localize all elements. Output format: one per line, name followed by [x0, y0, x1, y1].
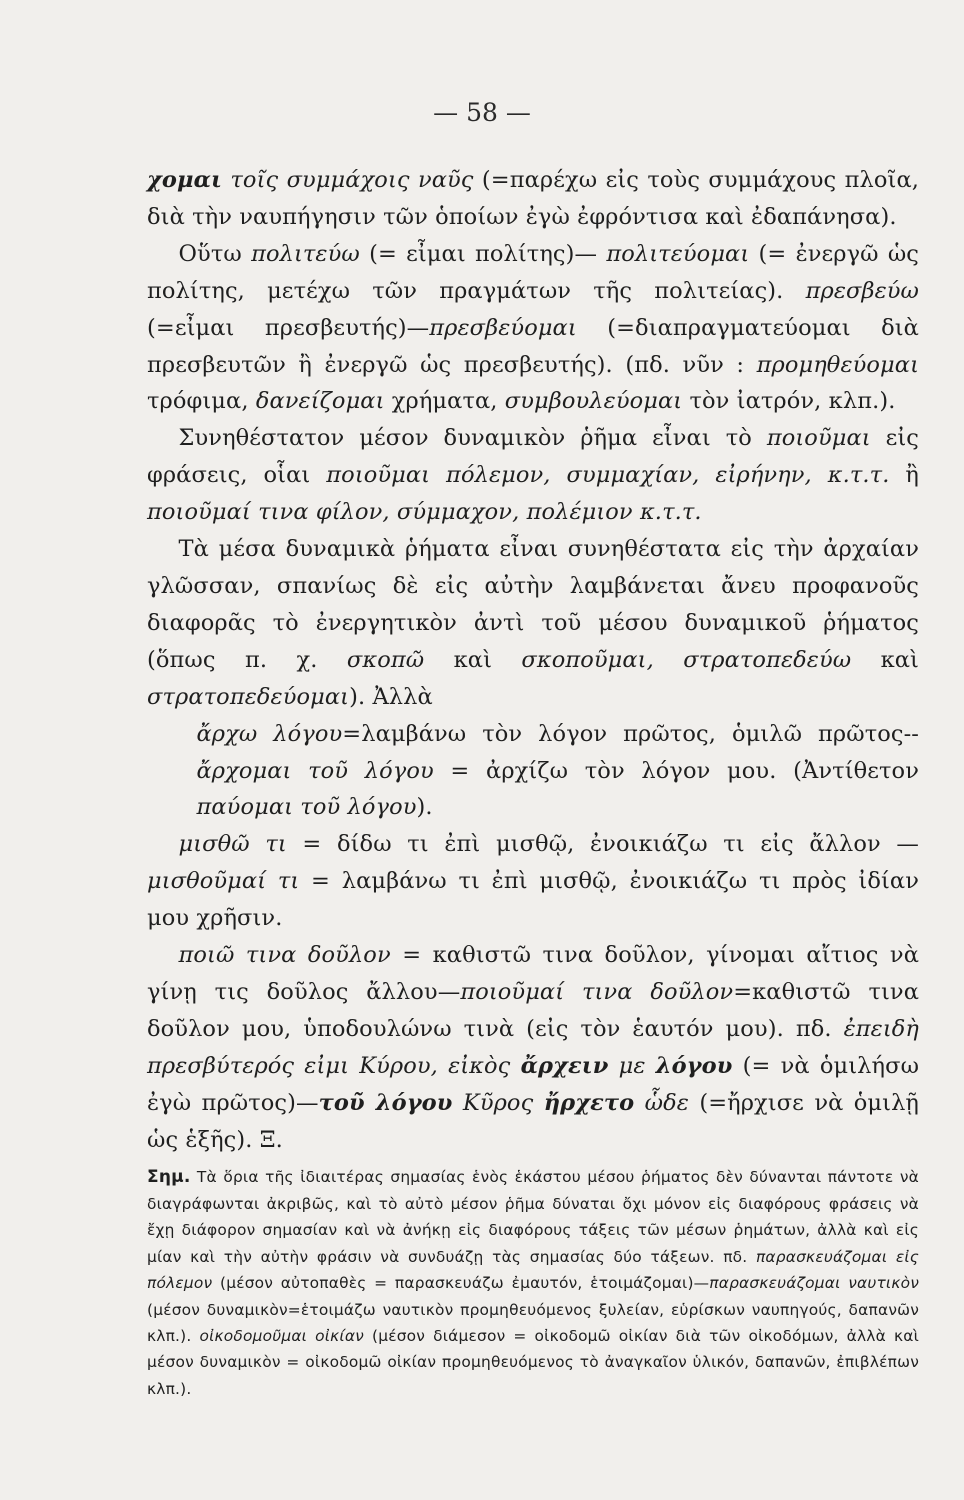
text-run — [533, 1090, 543, 1116]
text-run: Συνηθέστατον μέσον δυναμικὸν ῥῆμα εἶναι τὸ — [178, 425, 767, 452]
text-run: (=εἶμαι πρεσβευτής)— — [147, 314, 430, 341]
text-run: ποιοῦμαί τινα δοῦλον — [460, 978, 734, 1005]
text-run: Τὰ μέσα δυναμικὰ ῥήματα εἶναι συνηθέστατα εἰς τὴν ἀρχαίαν γλῶσσαν, σπανίως δὲ εἰς αὐτὴν λαμβάνεται ἄνευ προφανοῦς διαφορᾶς τὸ ἐνεργητικὸν ἀντὶ τοῦ μέσου δυναμικοῦ ῥήματος (ὅπως π. χ. — [147, 536, 919, 673]
text-run: = καθιστῶ τινα δοῦλον, γίνομαι αἴτιος νὰ γίνῃ τις δοῦλος ἄλλου— — [147, 942, 919, 1005]
text-run: συμβουλεύομαι — [504, 388, 683, 415]
text-run: ποιοῦμαί τινα φίλον, σύμμαχον, πολέμιον κ.τ.τ. — [147, 499, 702, 526]
text-run: παρασκευάζομαι ναυτικὸν — [709, 1274, 919, 1293]
text-run: ἄρχειν — [520, 1052, 609, 1079]
text-run: καὶ — [851, 646, 919, 673]
text-run: καὶ — [424, 646, 522, 673]
page-body — [147, 162, 919, 1402]
text-run: παύομαι τοῦ λόγου — [196, 794, 417, 821]
text-run: τοῖς συμμάχοις ναῦς — [221, 167, 474, 193]
text-run: = λαμβάνω τι ἐπὶ μισθῷ, ἐνοικιάζω τι πρὸς ἰδίαν μου χρῆσιν. — [147, 868, 919, 932]
text-run: ποιοῦμαι πόλεμον, συμμαχίαν, εἰρήνην, κ.τ.τ. — [326, 462, 890, 489]
text-run: ἄρχομαι τοῦ λόγου — [196, 757, 434, 784]
paragraph-1 — [147, 162, 919, 236]
footnote-body — [147, 1168, 919, 1397]
text-run: πρεσβεύομαι — [429, 314, 577, 341]
text-run: με — [608, 1052, 656, 1079]
text-run: (=ἤρχισε νὰ ὁμιλῇ ὡς ἑξῆς). Ξ. — [147, 1089, 920, 1153]
text-run: =λαμβάνω τὸν λόγον πρῶτος, ὁμιλῶ πρῶτος-- — [342, 720, 919, 747]
text-run: πολιτεύομαι — [606, 240, 750, 267]
text-run: λόγου — [655, 1052, 733, 1079]
text-run: παρασκευάζομαι εἰς πόλεμον — [147, 1247, 919, 1293]
text-run: τοῦ λόγου — [318, 1089, 453, 1116]
text-run: =καθιστῶ τινα δοῦλον μου, ὑποδουλώνω τινὰ (εἰς τὸν ἑαυτόν μου). πδ. — [147, 978, 919, 1042]
paragraph-3 — [147, 420, 919, 531]
text-run: (= νὰ ὁμιλήσω ἐγὼ πρῶτος)— — [147, 1052, 920, 1116]
paragraph-5 — [147, 716, 919, 827]
text-run: οἰκοδομοῦμαι οἰκίαν — [199, 1326, 364, 1345]
text-run: (=παρέχω εἰς τοὺς συμμάχους πλοῖα, διὰ τὴν ναυπήγησιν τῶν ὁποίων ἐγὼ ἐφρόντισα καὶ ἐδαπάνησα). — [147, 167, 919, 230]
text-run: ). Ἀλλὰ — [349, 683, 433, 710]
main-text — [147, 162, 919, 1158]
text-run: ἐπειδὴ πρεσβύτερός εἰμι Κύρου, εἰκὸς — [147, 1015, 919, 1079]
text-run: χομαι — [147, 167, 222, 193]
text-run: (μέσον διάμεσον = οἰκοδομῶ οἰκίαν διὰ τῶν οἰκοδόμων, ἀλλὰ καὶ μέσον δυναμικὸν = οἰκοδομῶ οἰκίαν προμηθευόμενος τὸ ἀναγκαῖον ὑλικόν, δαπανῶν, ἐπιβλέπων κλπ.). — [147, 1326, 919, 1398]
text-run: (μέσον δυναμικὸν=ἑτοιμάζω ναυτικὸν προμηθευόμενος ξυλείαν, εὑρίσκων ναυπηγούς, δαπανῶν κλπ.). — [147, 1300, 919, 1345]
paragraph-6 — [147, 826, 919, 937]
text-run: τρόφιμα, — [147, 388, 256, 415]
text-run: (= εἶμαι πολίτης)— — [359, 240, 607, 267]
text-run: σκοποῦμαι, στρατοπεδεύω — [521, 646, 852, 673]
footnote — [147, 1164, 919, 1402]
text-run: ὧδε — [644, 1089, 689, 1116]
paragraph-4 — [147, 531, 919, 716]
text-run: (μέσον αὐτοπαθὲς = παρασκευάζω ἐμαυτόν, ἑτοιμάζομαι)— — [212, 1274, 710, 1293]
text-run — [453, 1090, 463, 1116]
text-run: Οὕτω — [178, 240, 252, 267]
text-run: δανείζομαι — [255, 388, 385, 415]
footnote-text — [147, 1164, 919, 1402]
text-run: Κῦρος — [462, 1089, 534, 1116]
text-run — [510, 1053, 520, 1079]
text-run: ἄρχω λόγου — [196, 720, 343, 747]
text-run: = ἀρχίζω τὸν λόγον μου. (Ἀντίθετον — [433, 757, 919, 784]
page-number: — 58 — — [433, 98, 531, 127]
paragraph-2 — [147, 236, 919, 421]
text-run: προμηθεύομαι — [756, 351, 919, 378]
text-run: πολιτεύω — [251, 240, 360, 267]
text-run: σκοπῶ — [346, 646, 425, 673]
text-run: μισθοῦμαί τι — [147, 868, 300, 895]
text-run: στρατοπεδεύομαι — [147, 683, 350, 710]
text-run: τὸν ἰατρόν, κλπ.). — [682, 388, 896, 415]
text-run — [634, 1090, 644, 1116]
text-run: ). — [416, 794, 433, 821]
text-run: Τὰ ὅρια τῆς ἰδιαιτέρας σημασίας ἑνὸς ἑκάστου μέσου ῥήματος δὲν δύνανται πάντοτε νὰ διαγράφωνται ἀκριβῶς, καὶ τὸ αὐτὸ μέσον ῥῆμα δύναται ὄχι μόνον εἰς διαφόρους φράσεις νὰ ἔχῃ διάφορον σημασίαν καὶ νὰ ἀνήκῃ εἰς διαφόρους τάξεις τῶν μέσων ῥημάτων, ἀλλὰ καὶ εἰς μίαν καὶ τὴν αὐτὴν φράσιν νὰ συνδυάζῃ τὰς σημασίας δύο τάξεων. πδ. — [147, 1168, 919, 1266]
text-run: (=διαπραγματεύομαι διὰ πρεσβευτῶν ἢ ἐνεργῶ ὡς πρεσβευτής). (πδ. νῦν : — [147, 314, 919, 378]
paragraph-7 — [147, 937, 919, 1158]
text-run: ἢ — [889, 462, 919, 489]
text-run: ἤρχετο — [543, 1089, 635, 1116]
text-run: = δίδω τι ἐπὶ μισθῷ, ἐνοικιάζω τι εἰς ἄλλον — — [286, 831, 919, 858]
text-run: ποιοῦμαι — [766, 425, 871, 452]
text-run: πρεσβεύω — [805, 277, 919, 304]
text-run: χρήματα, — [384, 388, 505, 415]
text-run: μισθῶ τι — [178, 831, 287, 858]
text-run: (= ἐνεργῶ ὡς πολίτης, μετέχω τῶν πραγμάτων τῆς πολιτείας). — [147, 240, 919, 304]
text-run: ποιῶ τινα δοῦλον — [178, 942, 391, 969]
footnote-label: Σημ. — [147, 1167, 191, 1188]
text-run: εἰς φράσεις, οἷαι — [147, 425, 919, 489]
